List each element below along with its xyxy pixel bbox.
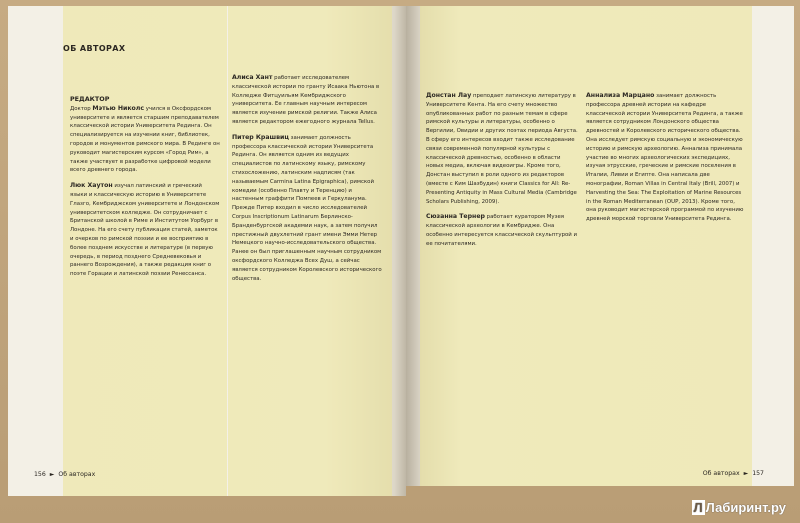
- author-name: Питер Крашвиц: [232, 133, 289, 141]
- editor-intro: Доктор: [70, 105, 93, 112]
- watermark-logo: [692, 500, 786, 515]
- author-name: Люк Хаутон: [70, 182, 113, 190]
- author-bio: учился в Оксфордском университете и является старшим преподавателем классической истории Университета Рединга. Он специализируется на изучении книг, библиотек, городов и монументов римского мира. В Рединге он руководит магистерским курсом «Город Рим», а также участвует в разработке цифровой модели всего древнего города.: [70, 105, 220, 174]
- right-column-1: [426, 92, 578, 256]
- footer-label: Об авторах: [58, 471, 96, 478]
- page-footer: [34, 471, 95, 478]
- editor-label: РЕДАКТОР: [70, 95, 110, 103]
- author-bio: занимает должность профессора древней истории на кафедре классической истории Университета Рединга, а также является сотрудником Лондонского общества древностей и Королевского исторического общества. Она исследует римскую социальную и экономическую историю и римскую археологию. Аннализа принимала участие во многих археологических экспедициях, изучая этрусские, греческие и римские поселения в Италии, Ливии и Египте. Она написала две монографии, Roman Villas in Central Italy (Brill, 2007) и Harvesting the Sea: The Exploitation of Marine Resources in the Roman Mediterranean (OUP, 2013). Кроме того, она руководит магистерской программой по изучению древней морской торговли Университета Рединга.: [586, 93, 744, 223]
- author-bio: преподает латинскую литературу в Университете Кента. На его счету множество опубликованных работ по разным темам в сфере римской культуры и литературы, особенно о Вергилии, Овидии и других поэтах периода Августа. В сферу его интересов входит также исследование связи современной популярной культуры с классической древностью, особенно в области новых медиа, включая видеоигры. Кроме того, Донстан выступил в роли одного из редакторов (вместе с Ким Шазбудин) книги Classics for All: Re-Presenting Antiquity in Mass Cultural Media (Cambridge Scholars Publishing, 2009).: [426, 93, 578, 205]
- author-bio: работает куратором Музея классической археологии в Кембридже. Она особенно интересуется классической скульптурой и ее почитателями.: [426, 214, 578, 247]
- author-bio: занимает должность профессора классической истории Университета Рединга. Он является одним из ведущих специалистов по латинскому языку, римскому стихосложению, латинским надписям (так называемым Carmina Latina Epigraphica), римской комедии (особенно Плавту и Теренцию) и настенным граффити Помпеев и Геркуланума. Прежде Питер входил в число исследователей Corpus Inscriptionum Latinarum Берлинско-Бранденбургской академии наук, а затем получил престижный двухлетний грант имени Эмми Нетер Немецкого научно-исследовательского общества. Ранее он был приглашенным научным сотрудником оксфордского Колледжа Всех Душ, а сейчас является сотрудником Королевского исторического общества.: [232, 134, 382, 282]
- section-title: ОБ АВТОРАХ: [63, 44, 126, 53]
- right-column-2: [586, 92, 744, 231]
- author-name: Сюзанна Тернер: [426, 213, 485, 221]
- page-number: 156: [34, 471, 46, 478]
- author-name: Мэтью Николс: [92, 104, 145, 112]
- left-column-2: [232, 74, 382, 290]
- left-page: [8, 6, 406, 496]
- watermark-letter: Л: [693, 500, 703, 515]
- author-name: Алиса Хант: [232, 74, 273, 81]
- arrow-right-icon: ►: [49, 471, 55, 478]
- watermark-text: Лабиринт.ру: [705, 500, 786, 515]
- author-bio: изучал латинский и греческий языки и классическую историю в Университете Глазго, Кембриджском университете и Лондонском университетском колледже. Он сотрудничает с Британской школой в Риме и Институтом Уорбург в Лондоне. На его счету публикация статей, заметок и очерков по римской поэзии и ее восприятию в более позднем искусстве и литературе (в первую очередь, в период позднего Средневековья и раннего Возрождения), а также редакция книг о поэте Горации и латинской поэзии Ренессанса.: [70, 183, 220, 278]
- page-number: 157: [752, 470, 764, 477]
- author-name: Донстан Лау: [426, 92, 472, 99]
- column-highlight: [584, 6, 752, 486]
- left-column-1: [70, 95, 220, 286]
- arrow-right-icon: ►: [743, 470, 749, 477]
- author-name: Аннализа Марцано: [586, 92, 655, 99]
- footer-label: Об авторах: [702, 470, 740, 477]
- right-page: [406, 6, 794, 486]
- author-bio: работает исследователем классической истории по гранту Исаака Ньютона в Колледже Фитцуильям Кембриджского университета. Ее главным научным интересом является изучение римской религии. Также Алиса является редактором ежегодного журнала Tellus.: [232, 75, 380, 125]
- page-footer: [703, 470, 764, 477]
